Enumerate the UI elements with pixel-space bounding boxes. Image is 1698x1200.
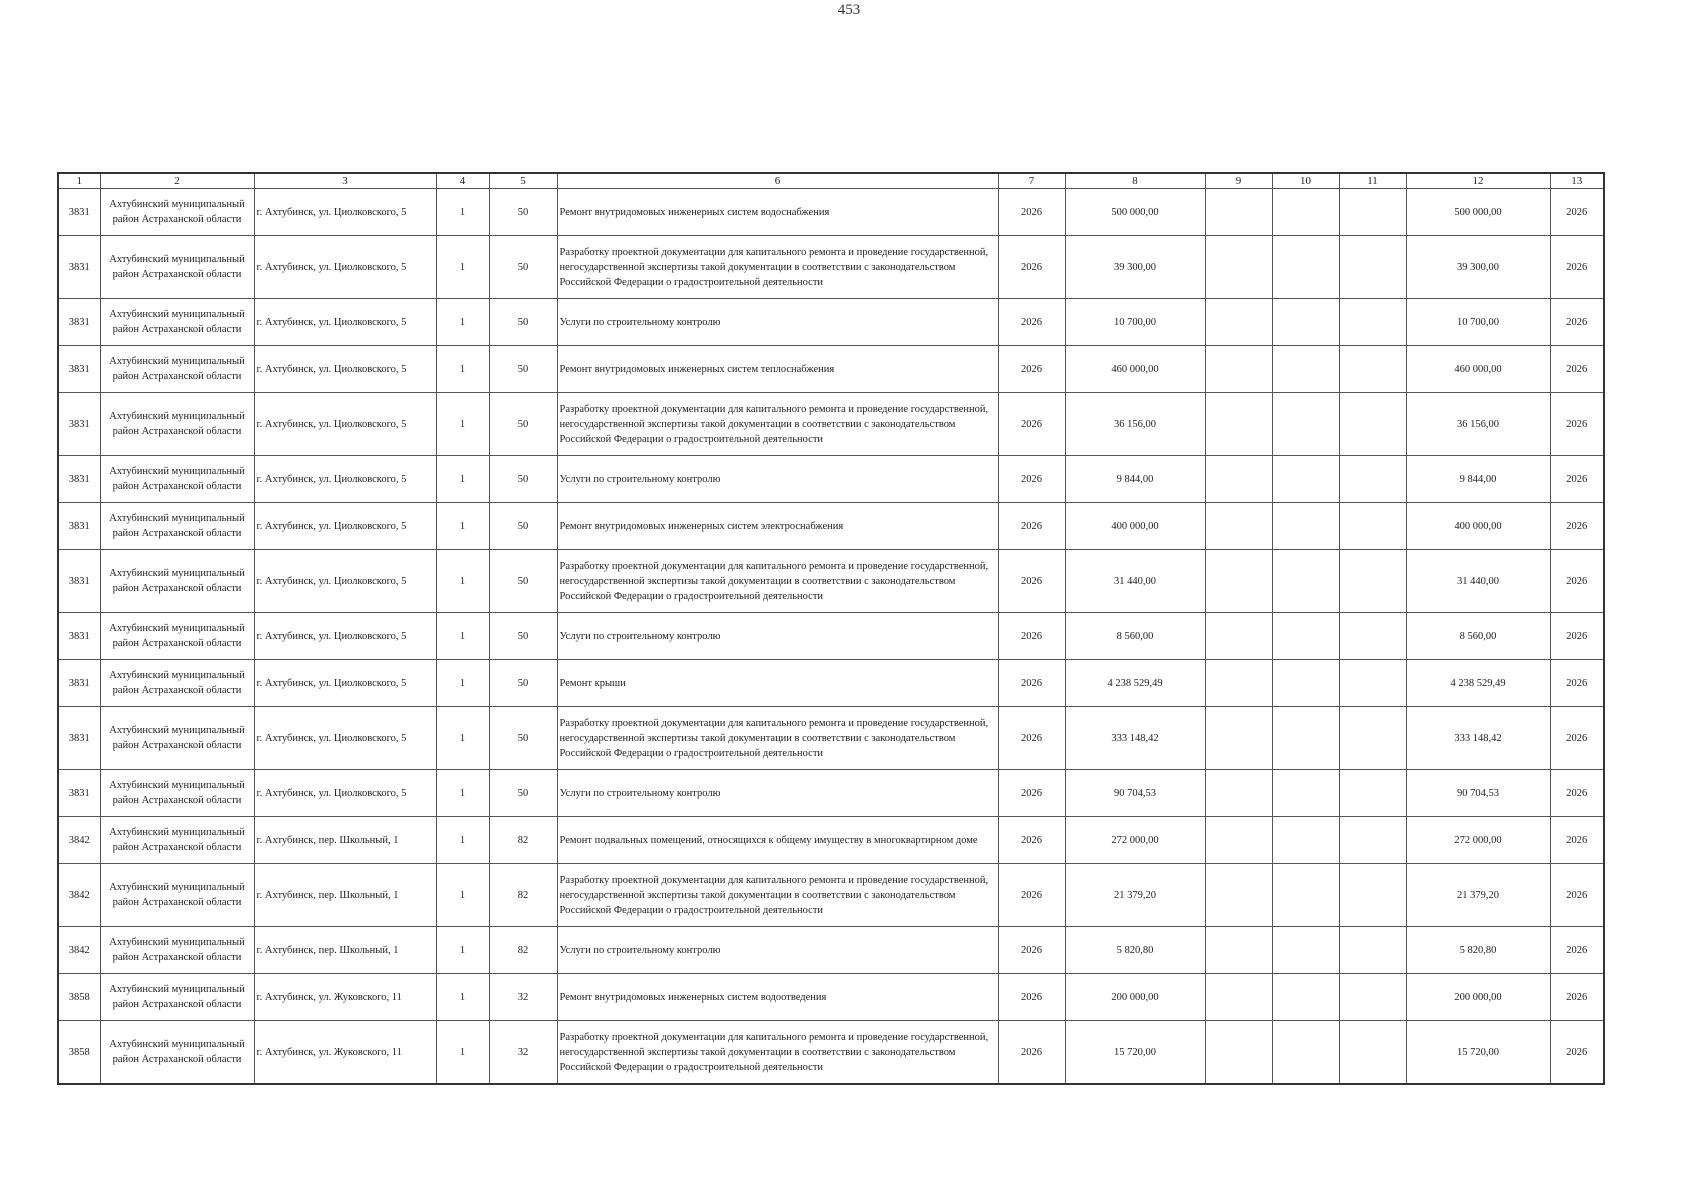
municipality-cell: Ахтубинский муниципальный район Астраханской области xyxy=(100,927,254,974)
house-id-cell: 3831 xyxy=(58,236,100,299)
total-cost-cell: 10 700,00 xyxy=(1406,299,1550,346)
total-cost-cell: 460 000,00 xyxy=(1406,346,1550,393)
count-cell: 1 xyxy=(436,393,489,456)
table-row xyxy=(58,550,1604,613)
empty-cell xyxy=(1205,503,1272,550)
total-cost-cell: 400 000,00 xyxy=(1406,503,1550,550)
empty-cell xyxy=(1272,393,1339,456)
address-cell: г. Ахтубинск, ул. Циолковского, 5 xyxy=(254,393,436,456)
empty-cell xyxy=(1205,1021,1272,1085)
cost-cell: 10 700,00 xyxy=(1065,299,1205,346)
municipality-cell: Ахтубинский муниципальный район Астраханской области xyxy=(100,613,254,660)
empty-cell xyxy=(1272,236,1339,299)
house-id-cell: 3831 xyxy=(58,613,100,660)
year-cell: 2026 xyxy=(998,613,1065,660)
end-year-cell: 2026 xyxy=(1550,189,1604,236)
empty-cell xyxy=(1339,503,1406,550)
municipality-cell: Ахтубинский муниципальный район Астраханской области xyxy=(100,456,254,503)
address-cell: г. Ахтубинск, пер. Школьный, 1 xyxy=(254,927,436,974)
table-row xyxy=(58,299,1604,346)
end-year-cell: 2026 xyxy=(1550,550,1604,613)
header-row xyxy=(58,173,1604,189)
address-cell: г. Ахтубинск, ул. Циолковского, 5 xyxy=(254,346,436,393)
empty-cell xyxy=(1272,864,1339,927)
number-cell: 50 xyxy=(489,346,557,393)
total-cost-cell: 5 820,80 xyxy=(1406,927,1550,974)
total-cost-cell: 200 000,00 xyxy=(1406,974,1550,1021)
work-type-cell: Разработку проектной документации для капитального ремонта и проведение государственной, негосударственной экспертизы такой документации в соответствии с законодательством Российской Федерации о градостроительной деятельности xyxy=(557,707,998,770)
year-cell: 2026 xyxy=(998,817,1065,864)
empty-cell xyxy=(1272,189,1339,236)
work-type-cell: Услуги по строительному контролю xyxy=(557,299,998,346)
empty-cell xyxy=(1339,189,1406,236)
number-cell: 50 xyxy=(489,456,557,503)
empty-cell xyxy=(1272,1021,1339,1085)
empty-cell xyxy=(1272,550,1339,613)
cost-cell: 200 000,00 xyxy=(1065,974,1205,1021)
total-cost-cell: 36 156,00 xyxy=(1406,393,1550,456)
cost-cell: 21 379,20 xyxy=(1065,864,1205,927)
column-header: 11 xyxy=(1339,173,1406,189)
municipality-cell: Ахтубинский муниципальный район Астраханской области xyxy=(100,503,254,550)
cost-cell: 31 440,00 xyxy=(1065,550,1205,613)
end-year-cell: 2026 xyxy=(1550,393,1604,456)
empty-cell xyxy=(1272,613,1339,660)
count-cell: 1 xyxy=(436,1021,489,1085)
table-row xyxy=(58,770,1604,817)
year-cell: 2026 xyxy=(998,503,1065,550)
end-year-cell: 2026 xyxy=(1550,927,1604,974)
number-cell: 82 xyxy=(489,864,557,927)
year-cell: 2026 xyxy=(998,770,1065,817)
empty-cell xyxy=(1339,864,1406,927)
number-cell: 82 xyxy=(489,927,557,974)
work-type-cell: Разработку проектной документации для капитального ремонта и проведение государственной, негосударственной экспертизы такой документации в соответствии с законодательством Российской Федерации о градостроительной деятельности xyxy=(557,236,998,299)
empty-cell xyxy=(1272,927,1339,974)
address-cell: г. Ахтубинск, ул. Циолковского, 5 xyxy=(254,456,436,503)
cost-cell: 333 148,42 xyxy=(1065,707,1205,770)
total-cost-cell: 21 379,20 xyxy=(1406,864,1550,927)
empty-cell xyxy=(1205,770,1272,817)
house-id-cell: 3831 xyxy=(58,503,100,550)
empty-cell xyxy=(1205,974,1272,1021)
empty-cell xyxy=(1339,817,1406,864)
table-row xyxy=(58,613,1604,660)
empty-cell xyxy=(1339,660,1406,707)
column-header: 13 xyxy=(1550,173,1604,189)
house-id-cell: 3842 xyxy=(58,817,100,864)
empty-cell xyxy=(1339,236,1406,299)
municipality-cell: Ахтубинский муниципальный район Астраханской области xyxy=(100,189,254,236)
empty-cell xyxy=(1205,456,1272,503)
empty-cell xyxy=(1272,456,1339,503)
cost-cell: 8 560,00 xyxy=(1065,613,1205,660)
empty-cell xyxy=(1205,550,1272,613)
house-id-cell: 3831 xyxy=(58,299,100,346)
empty-cell xyxy=(1272,974,1339,1021)
empty-cell xyxy=(1205,393,1272,456)
work-type-cell: Разработку проектной документации для капитального ремонта и проведение государственной, негосударственной экспертизы такой документации в соответствии с законодательством Российской Федерации о градостроительной деятельности xyxy=(557,1021,998,1085)
municipality-cell: Ахтубинский муниципальный район Астраханской области xyxy=(100,550,254,613)
column-header: 7 xyxy=(998,173,1065,189)
empty-cell xyxy=(1339,393,1406,456)
end-year-cell: 2026 xyxy=(1550,817,1604,864)
total-cost-cell: 4 238 529,49 xyxy=(1406,660,1550,707)
number-cell: 50 xyxy=(489,189,557,236)
table-row xyxy=(58,817,1604,864)
work-type-cell: Ремонт внутридомовых инженерных систем электроснабжения xyxy=(557,503,998,550)
year-cell: 2026 xyxy=(998,346,1065,393)
empty-cell xyxy=(1339,456,1406,503)
house-id-cell: 3831 xyxy=(58,456,100,503)
empty-cell xyxy=(1339,550,1406,613)
address-cell: г. Ахтубинск, ул. Циолковского, 5 xyxy=(254,707,436,770)
count-cell: 1 xyxy=(436,550,489,613)
cost-cell: 15 720,00 xyxy=(1065,1021,1205,1085)
number-cell: 50 xyxy=(489,660,557,707)
work-type-cell: Разработку проектной документации для капитального ремонта и проведение государственной, негосударственной экспертизы такой документации в соответствии с законодательством Российской Федерации о градостроительной деятельности xyxy=(557,393,998,456)
end-year-cell: 2026 xyxy=(1550,236,1604,299)
empty-cell xyxy=(1205,236,1272,299)
year-cell: 2026 xyxy=(998,974,1065,1021)
municipality-cell: Ахтубинский муниципальный район Астраханской области xyxy=(100,393,254,456)
end-year-cell: 2026 xyxy=(1550,770,1604,817)
work-type-cell: Ремонт внутридомовых инженерных систем теплоснабжения xyxy=(557,346,998,393)
column-header: 1 xyxy=(58,173,100,189)
house-id-cell: 3831 xyxy=(58,660,100,707)
house-id-cell: 3858 xyxy=(58,974,100,1021)
year-cell: 2026 xyxy=(998,189,1065,236)
total-cost-cell: 39 300,00 xyxy=(1406,236,1550,299)
work-type-cell: Услуги по строительному контролю xyxy=(557,613,998,660)
cost-cell: 9 844,00 xyxy=(1065,456,1205,503)
house-id-cell: 3831 xyxy=(58,346,100,393)
address-cell: г. Ахтубинск, ул. Циолковского, 5 xyxy=(254,299,436,346)
house-id-cell: 3858 xyxy=(58,1021,100,1085)
end-year-cell: 2026 xyxy=(1550,660,1604,707)
cost-cell: 39 300,00 xyxy=(1065,236,1205,299)
empty-cell xyxy=(1272,503,1339,550)
house-id-cell: 3831 xyxy=(58,189,100,236)
total-cost-cell: 9 844,00 xyxy=(1406,456,1550,503)
end-year-cell: 2026 xyxy=(1550,974,1604,1021)
municipality-cell: Ахтубинский муниципальный район Астраханской области xyxy=(100,707,254,770)
year-cell: 2026 xyxy=(998,927,1065,974)
number-cell: 50 xyxy=(489,393,557,456)
table-row xyxy=(58,864,1604,927)
empty-cell xyxy=(1272,660,1339,707)
number-cell: 32 xyxy=(489,1021,557,1085)
number-cell: 50 xyxy=(489,613,557,660)
address-cell: г. Ахтубинск, ул. Жуковского, 11 xyxy=(254,974,436,1021)
work-type-cell: Ремонт подвальных помещений, относящихся к общему имуществу в многоквартирном доме xyxy=(557,817,998,864)
number-cell: 82 xyxy=(489,817,557,864)
work-type-cell: Услуги по строительному контролю xyxy=(557,456,998,503)
count-cell: 1 xyxy=(436,346,489,393)
table-row xyxy=(58,456,1604,503)
house-id-cell: 3831 xyxy=(58,550,100,613)
count-cell: 1 xyxy=(436,189,489,236)
empty-cell xyxy=(1339,299,1406,346)
end-year-cell: 2026 xyxy=(1550,503,1604,550)
total-cost-cell: 90 704,53 xyxy=(1406,770,1550,817)
empty-cell xyxy=(1272,346,1339,393)
count-cell: 1 xyxy=(436,456,489,503)
number-cell: 50 xyxy=(489,503,557,550)
house-id-cell: 3831 xyxy=(58,393,100,456)
address-cell: г. Ахтубинск, ул. Циолковского, 5 xyxy=(254,660,436,707)
table-row xyxy=(58,1021,1604,1085)
work-type-cell: Разработку проектной документации для капитального ремонта и проведение государственной, негосударственной экспертизы такой документации в соответствии с законодательством Российской Федерации о градостроительной деятельности xyxy=(557,864,998,927)
count-cell: 1 xyxy=(436,299,489,346)
municipality-cell: Ахтубинский муниципальный район Астраханской области xyxy=(100,236,254,299)
end-year-cell: 2026 xyxy=(1550,613,1604,660)
count-cell: 1 xyxy=(436,613,489,660)
count-cell: 1 xyxy=(436,927,489,974)
column-header: 10 xyxy=(1272,173,1339,189)
number-cell: 50 xyxy=(489,299,557,346)
table-row xyxy=(58,927,1604,974)
empty-cell xyxy=(1272,770,1339,817)
repair-program-table xyxy=(57,172,1605,1085)
address-cell: г. Ахтубинск, ул. Циолковского, 5 xyxy=(254,550,436,613)
year-cell: 2026 xyxy=(998,456,1065,503)
column-header: 12 xyxy=(1406,173,1550,189)
end-year-cell: 2026 xyxy=(1550,1021,1604,1085)
municipality-cell: Ахтубинский муниципальный район Астраханской области xyxy=(100,770,254,817)
municipality-cell: Ахтубинский муниципальный район Астраханской области xyxy=(100,346,254,393)
address-cell: г. Ахтубинск, ул. Циолковского, 5 xyxy=(254,236,436,299)
work-type-cell: Ремонт внутридомовых инженерных систем водоотведения xyxy=(557,974,998,1021)
number-cell: 32 xyxy=(489,974,557,1021)
municipality-cell: Ахтубинский муниципальный район Астраханской области xyxy=(100,1021,254,1085)
number-cell: 50 xyxy=(489,770,557,817)
municipality-cell: Ахтубинский муниципальный район Астраханской области xyxy=(100,660,254,707)
year-cell: 2026 xyxy=(998,1021,1065,1085)
cost-cell: 5 820,80 xyxy=(1065,927,1205,974)
table-row xyxy=(58,236,1604,299)
column-header: 3 xyxy=(254,173,436,189)
year-cell: 2026 xyxy=(998,660,1065,707)
address-cell: г. Ахтубинск, ул. Циолковского, 5 xyxy=(254,189,436,236)
end-year-cell: 2026 xyxy=(1550,346,1604,393)
empty-cell xyxy=(1272,707,1339,770)
column-header: 2 xyxy=(100,173,254,189)
address-cell: г. Ахтубинск, ул. Жуковского, 11 xyxy=(254,1021,436,1085)
number-cell: 50 xyxy=(489,707,557,770)
address-cell: г. Ахтубинск, ул. Циолковского, 5 xyxy=(254,770,436,817)
number-cell: 50 xyxy=(489,236,557,299)
municipality-cell: Ахтубинский муниципальный район Астраханской области xyxy=(100,817,254,864)
year-cell: 2026 xyxy=(998,550,1065,613)
year-cell: 2026 xyxy=(998,864,1065,927)
empty-cell xyxy=(1205,707,1272,770)
table-row xyxy=(58,660,1604,707)
empty-cell xyxy=(1205,817,1272,864)
end-year-cell: 2026 xyxy=(1550,299,1604,346)
work-type-cell: Разработку проектной документации для капитального ремонта и проведение государственной, негосударственной экспертизы такой документации в соответствии с законодательством Российской Федерации о градостроительной деятельности xyxy=(557,550,998,613)
cost-cell: 90 704,53 xyxy=(1065,770,1205,817)
page-number: 453 xyxy=(837,2,861,18)
empty-cell xyxy=(1339,346,1406,393)
cost-cell: 36 156,00 xyxy=(1065,393,1205,456)
empty-cell xyxy=(1205,613,1272,660)
empty-cell xyxy=(1272,299,1339,346)
year-cell: 2026 xyxy=(998,707,1065,770)
table-row xyxy=(58,974,1604,1021)
total-cost-cell: 31 440,00 xyxy=(1406,550,1550,613)
empty-cell xyxy=(1339,770,1406,817)
work-type-cell: Услуги по строительному контролю xyxy=(557,927,998,974)
count-cell: 1 xyxy=(436,770,489,817)
house-id-cell: 3842 xyxy=(58,927,100,974)
total-cost-cell: 500 000,00 xyxy=(1406,189,1550,236)
table-row xyxy=(58,189,1604,236)
count-cell: 1 xyxy=(436,817,489,864)
cost-cell: 460 000,00 xyxy=(1065,346,1205,393)
count-cell: 1 xyxy=(436,503,489,550)
address-cell: г. Ахтубинск, пер. Школьный, 1 xyxy=(254,864,436,927)
table-row xyxy=(58,503,1604,550)
column-header: 8 xyxy=(1065,173,1205,189)
column-header: 9 xyxy=(1205,173,1272,189)
count-cell: 1 xyxy=(436,974,489,1021)
empty-cell xyxy=(1272,817,1339,864)
column-header: 4 xyxy=(436,173,489,189)
count-cell: 1 xyxy=(436,864,489,927)
total-cost-cell: 8 560,00 xyxy=(1406,613,1550,660)
empty-cell xyxy=(1339,927,1406,974)
work-type-cell: Услуги по строительному контролю xyxy=(557,770,998,817)
end-year-cell: 2026 xyxy=(1550,707,1604,770)
end-year-cell: 2026 xyxy=(1550,864,1604,927)
municipality-cell: Ахтубинский муниципальный район Астраханской области xyxy=(100,864,254,927)
empty-cell xyxy=(1339,707,1406,770)
total-cost-cell: 333 148,42 xyxy=(1406,707,1550,770)
column-header: 6 xyxy=(557,173,998,189)
empty-cell xyxy=(1205,864,1272,927)
year-cell: 2026 xyxy=(998,299,1065,346)
count-cell: 1 xyxy=(436,236,489,299)
address-cell: г. Ахтубинск, ул. Циолковского, 5 xyxy=(254,613,436,660)
table-row xyxy=(58,393,1604,456)
cost-cell: 400 000,00 xyxy=(1065,503,1205,550)
empty-cell xyxy=(1205,189,1272,236)
year-cell: 2026 xyxy=(998,393,1065,456)
total-cost-cell: 272 000,00 xyxy=(1406,817,1550,864)
count-cell: 1 xyxy=(436,707,489,770)
year-cell: 2026 xyxy=(998,236,1065,299)
house-id-cell: 3831 xyxy=(58,707,100,770)
column-header: 5 xyxy=(489,173,557,189)
municipality-cell: Ахтубинский муниципальный район Астраханской области xyxy=(100,299,254,346)
empty-cell xyxy=(1339,974,1406,1021)
house-id-cell: 3842 xyxy=(58,864,100,927)
empty-cell xyxy=(1205,346,1272,393)
empty-cell xyxy=(1205,927,1272,974)
count-cell: 1 xyxy=(436,660,489,707)
cost-cell: 500 000,00 xyxy=(1065,189,1205,236)
municipality-cell: Ахтубинский муниципальный район Астраханской области xyxy=(100,974,254,1021)
table-row xyxy=(58,707,1604,770)
address-cell: г. Ахтубинск, ул. Циолковского, 5 xyxy=(254,503,436,550)
empty-cell xyxy=(1339,613,1406,660)
empty-cell xyxy=(1205,660,1272,707)
table-row xyxy=(58,346,1604,393)
cost-cell: 4 238 529,49 xyxy=(1065,660,1205,707)
empty-cell xyxy=(1205,299,1272,346)
address-cell: г. Ахтубинск, пер. Школьный, 1 xyxy=(254,817,436,864)
cost-cell: 272 000,00 xyxy=(1065,817,1205,864)
work-type-cell: Ремонт крыши xyxy=(557,660,998,707)
end-year-cell: 2026 xyxy=(1550,456,1604,503)
house-id-cell: 3831 xyxy=(58,770,100,817)
number-cell: 50 xyxy=(489,550,557,613)
total-cost-cell: 15 720,00 xyxy=(1406,1021,1550,1085)
empty-cell xyxy=(1339,1021,1406,1085)
work-type-cell: Ремонт внутридомовых инженерных систем водоснабжения xyxy=(557,189,998,236)
